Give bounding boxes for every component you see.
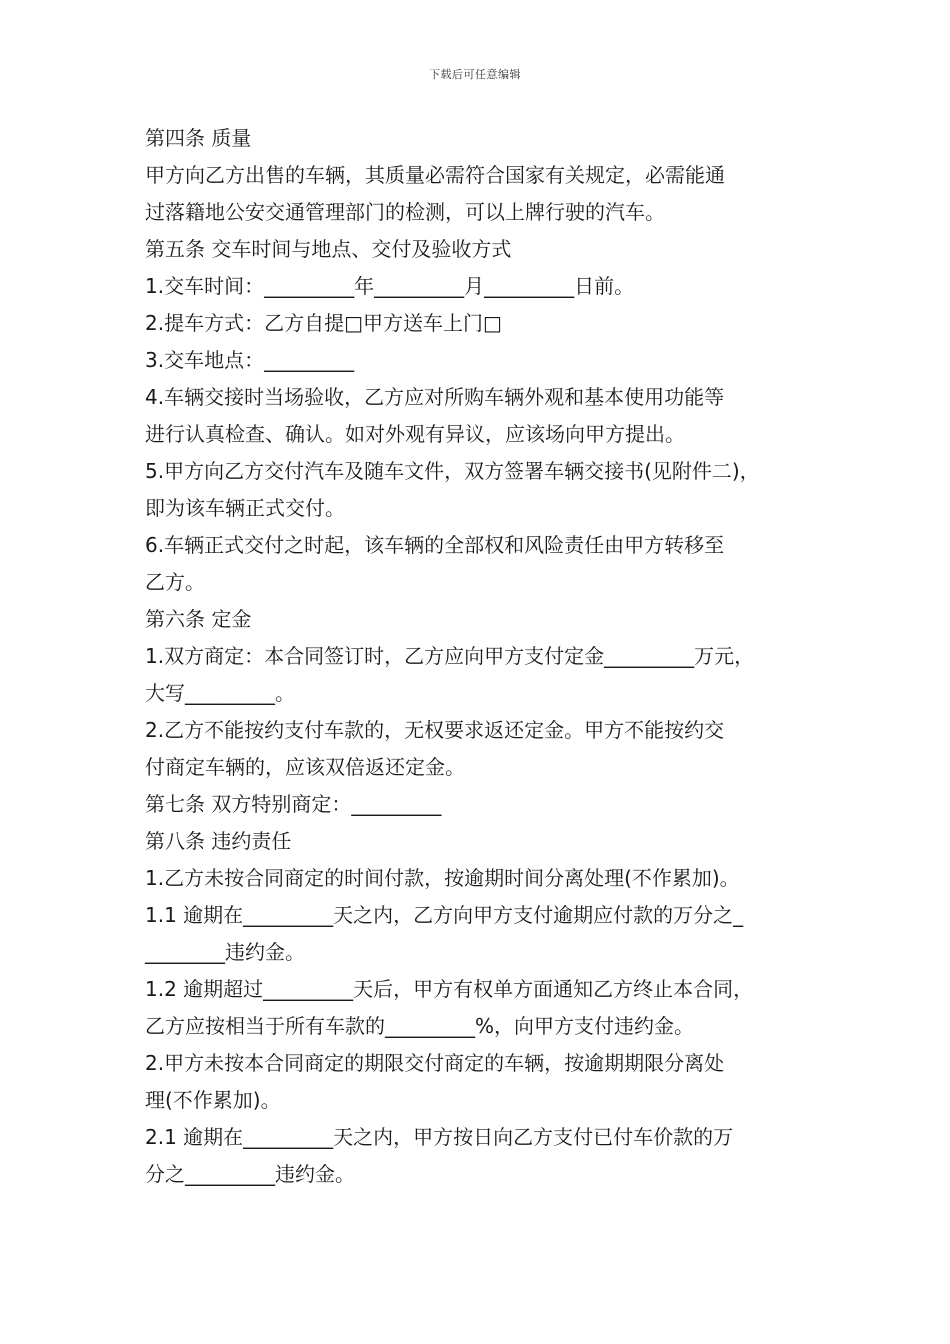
text-line: 6.车辆正式交付之时起，该车辆的全部权和风险责任由甲方转移至: [145, 533, 725, 557]
text-line: 1.乙方未按合同商定的时间付款，按逾期时间分离处理(不作累加)。: [145, 866, 740, 890]
text-line: 2.1 逾期在_________天之内，甲方按日向乙方支付已付车价款的万: [145, 1125, 734, 1149]
text-line: 1.交车时间：_________年_________月_________日前。: [145, 274, 635, 298]
page-header: 下载后可任意编辑: [429, 68, 521, 81]
text-line: ________违约金。: [145, 940, 305, 964]
article-4-heading: 第四条 质量: [145, 126, 252, 150]
text-line: 3.交车地点：_________: [145, 348, 355, 372]
text-line: 付商定车辆的，应该双倍返还定金。: [145, 755, 465, 779]
text-line: 1.2 逾期超过_________天后，甲方有权单方面通知乙方终止本合同，: [145, 977, 754, 1001]
text-line: 2.甲方未按本合同商定的期限交付商定的车辆，按逾期期限分离处: [145, 1051, 725, 1075]
text-line: 甲方向乙方出售的车辆，其质量必需符合国家有关规定，必需能通: [145, 163, 725, 187]
article-5-heading: 第五条 交车时间与地点、交付及验收方式: [145, 237, 512, 261]
text-line: 4.车辆交接时当场验收，乙方应对所购车辆外观和基本使用功能等: [145, 385, 725, 409]
text-line: 2.乙方不能按约支付车款的，无权要求返还定金。甲方不能按约交: [145, 718, 725, 742]
text-line: 过落籍地公安交通管理部门的检测，可以上牌行驶的汽车。: [145, 200, 665, 224]
text-line: 理(不作累加)。: [145, 1088, 281, 1112]
text-line: 5.甲方向乙方交付汽车及随车文件，双方签署车辆交接书(见附件二)，: [145, 459, 760, 483]
document-body: [145, 120, 825, 1193]
text-line: 乙方应按相当于所有车款的_________%，向甲方支付违约金。: [145, 1014, 695, 1038]
article-8-heading: 第八条 违约责任: [145, 829, 292, 853]
text-line: 1.双方商定：本合同签订时，乙方应向甲方支付定金_________万元，: [145, 644, 755, 668]
text-line: 进行认真检查、确认。如对外观有异议，应该场向甲方提出。: [145, 422, 685, 446]
text-line: 即为该车辆正式交付。: [145, 496, 345, 520]
article-6-heading: 第六条 定金: [145, 607, 252, 631]
text-line: 2.提车方式：乙方自提□甲方送车上门□: [145, 311, 502, 335]
article-7-heading: 第七条 双方特别商定：_________: [145, 792, 442, 816]
text-line: 分之_________违约金。: [145, 1162, 355, 1186]
text-line: 乙方。: [145, 570, 205, 594]
text-line: 1.1 逾期在_________天之内，乙方向甲方支付逾期应付款的万分之_: [145, 903, 744, 927]
text-line: 大写_________。: [145, 681, 295, 705]
